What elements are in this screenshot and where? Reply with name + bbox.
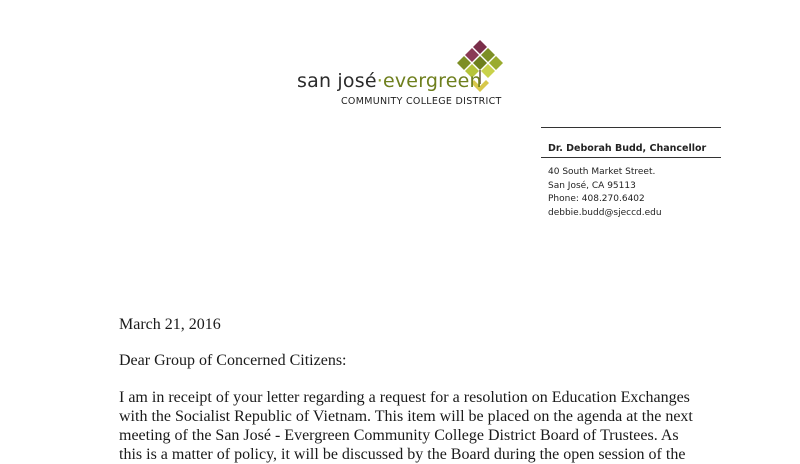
header-rule-bottom: [541, 157, 721, 158]
address-line-1: 40 South Market Street.: [548, 167, 656, 177]
paragraph-line: with the Socialist Republic of Vietnam. This item will be placed on the agenda at the next: [119, 408, 693, 425]
letter-salutation: Dear Group of Concerned Citizens:: [119, 352, 347, 369]
paragraph-line: I am in receipt of your letter regarding a request for a resolution on Education Exchanges: [119, 389, 690, 406]
paragraph-line: meeting of the San José - Evergreen Community College District Board of Trustees. As: [119, 427, 679, 444]
address-line-2: San José, CA 95113: [548, 180, 636, 191]
email-address: debbie.budd@sjeccd.edu: [548, 207, 662, 218]
chancellor-name: Dr. Deborah Budd, Chancellor: [548, 143, 707, 154]
letter-date: March 21, 2016: [119, 316, 221, 333]
district-subtitle: COMMUNITY COLLEGE DISTRICT: [341, 96, 502, 107]
phone-number: Phone: 408.270.6402: [548, 194, 645, 204]
letter-paragraph: [119, 388, 693, 464]
header-rule-top: [541, 127, 721, 128]
paragraph-line: this is a matter of policy, it will be discussed by the Board during the open session of the: [119, 446, 686, 463]
district-name: san josé·evergreen: [297, 70, 482, 92]
contact-block: [548, 166, 662, 220]
